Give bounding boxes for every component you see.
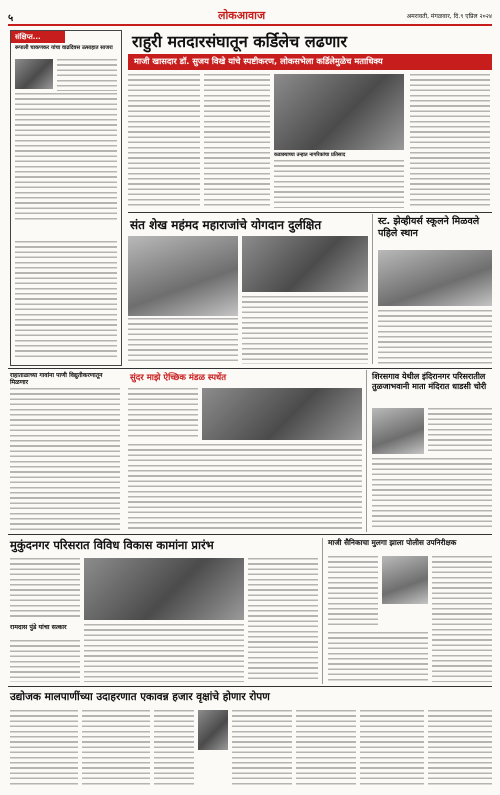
lead-text-col4 (410, 74, 490, 208)
bottom-text-col4 (232, 710, 292, 788)
sidebar-text-block (57, 59, 117, 91)
mukund-headline-box (10, 538, 310, 554)
lead-text-col1 (128, 74, 200, 208)
rahata-text (10, 388, 120, 530)
lead-text-col2 (204, 74, 270, 208)
lead-subheadline: माजी खासदार डॉ. सुजय विखे यांचे स्पष्टीकरण, लोकसभेला कर्डिलेमुळेच मताधिक्य (134, 56, 383, 66)
mother-son-text-3 (328, 632, 428, 682)
sundar-text-2 (128, 444, 362, 530)
paper-name: लोकआवाज (218, 9, 266, 22)
sundar-headline: सुंदर माझे ऐच्छिक मंडळ स्पर्धेत (130, 373, 227, 383)
sundar-photo (202, 388, 362, 440)
school-headline: स्ट. झेव्हीयर्स स्कूलने मिळवले पहिले स्थान (378, 216, 480, 239)
sundar-headline-box (128, 372, 360, 386)
bottom-text-col2 (82, 710, 150, 788)
bottom-text-col5 (296, 710, 356, 788)
temple-text (428, 408, 492, 454)
bottom-text-col7 (428, 710, 492, 788)
sidebar-header: संक्षिप्त... (15, 33, 41, 41)
temple-text-2 (372, 458, 492, 530)
ramdas-headline: रामदास पुंडे यांचा सत्कार (10, 624, 67, 631)
sundar-text (128, 388, 198, 440)
school-headline-box (378, 216, 492, 246)
temple-headline: शिरसगाव येथील इंदिरानगर परिसरातील तुळजाभवानी माता मंदिरात धाडसी चोरी (372, 372, 487, 391)
bottom-headline-box (10, 690, 492, 706)
bottom-text-col3 (154, 710, 194, 788)
rahata-headline-box (10, 372, 120, 384)
masthead (8, 8, 492, 22)
bottom-text-col1 (10, 710, 78, 788)
sant-text-2 (242, 296, 368, 364)
mother-son-headline: माजी सैनिकाचा मुलगा झाला पोलीस उपनिरीक्षक (328, 538, 457, 547)
temple-photo (372, 408, 424, 454)
date-line: अमरावती, मंगळवार, दि.९ एप्रिल २०२४ (406, 13, 492, 20)
mukund-text-2 (248, 558, 318, 682)
mukund-photo (84, 558, 244, 620)
school-photo (378, 250, 492, 306)
lead-photo-caption: कडाक्याच्या उन्हात नागरिकांचा प्रतिसाद (274, 152, 346, 158)
page-number: ५ (8, 13, 14, 24)
lead-headline: राहुरी मतदारसंघातून कर्डिलेच लढणार (132, 32, 347, 51)
mother-son-text-2 (432, 556, 492, 682)
sidebar-text-block (15, 93, 117, 223)
section-rule (8, 534, 492, 535)
column-divider (366, 370, 367, 532)
sant-photo-2 (242, 236, 368, 292)
sant-headline-box (128, 216, 378, 234)
sant-headline: संत शेख महंमद महाराजांचे योगदान दुर्लक्षित (130, 218, 322, 232)
sant-photo (128, 236, 238, 316)
mother-son-text (328, 556, 378, 628)
sidebar-photo (15, 59, 53, 89)
section-rule (8, 686, 492, 687)
bottom-headline: उद्योजक मालपाणींच्या उदाहरणात एकावन्न हजार वृक्षांचे होणार रोपण (10, 691, 270, 703)
mother-son-photo (382, 556, 428, 604)
temple-headline-box (372, 372, 492, 402)
column-divider (322, 538, 323, 684)
section-rule (128, 212, 492, 213)
column-divider (372, 214, 373, 364)
sidebar-text-block (15, 241, 117, 359)
mukund-headline: मुकुंदनगर परिसरात विविध विकास कामांना प्रारंभ (10, 538, 214, 552)
lead-headline-box (128, 30, 492, 50)
ramdas-text (10, 640, 80, 682)
mother-son-box (328, 538, 492, 552)
sidebar-item2-title (15, 227, 117, 237)
school-text (378, 310, 492, 364)
section-rule (8, 368, 492, 369)
sidebar-item1-title: रूपाली चाकणकर यांचा वाढदिवस उत्साहात साजरा (15, 45, 113, 51)
rahata-headline: राहाताळाच्या गावांना पाणी विद्युतीकरणातून मिळणार (10, 372, 103, 386)
sidebar (10, 30, 122, 366)
sant-text (128, 318, 238, 364)
bottom-photo (198, 710, 228, 750)
mukund-text (10, 558, 80, 620)
lead-caption-text (274, 160, 404, 208)
lead-subheadline-bar (128, 54, 492, 70)
lead-photo (274, 74, 404, 150)
mukund-text-3 (84, 624, 244, 682)
bottom-text-col6 (360, 710, 424, 788)
masthead-rule (8, 24, 492, 26)
